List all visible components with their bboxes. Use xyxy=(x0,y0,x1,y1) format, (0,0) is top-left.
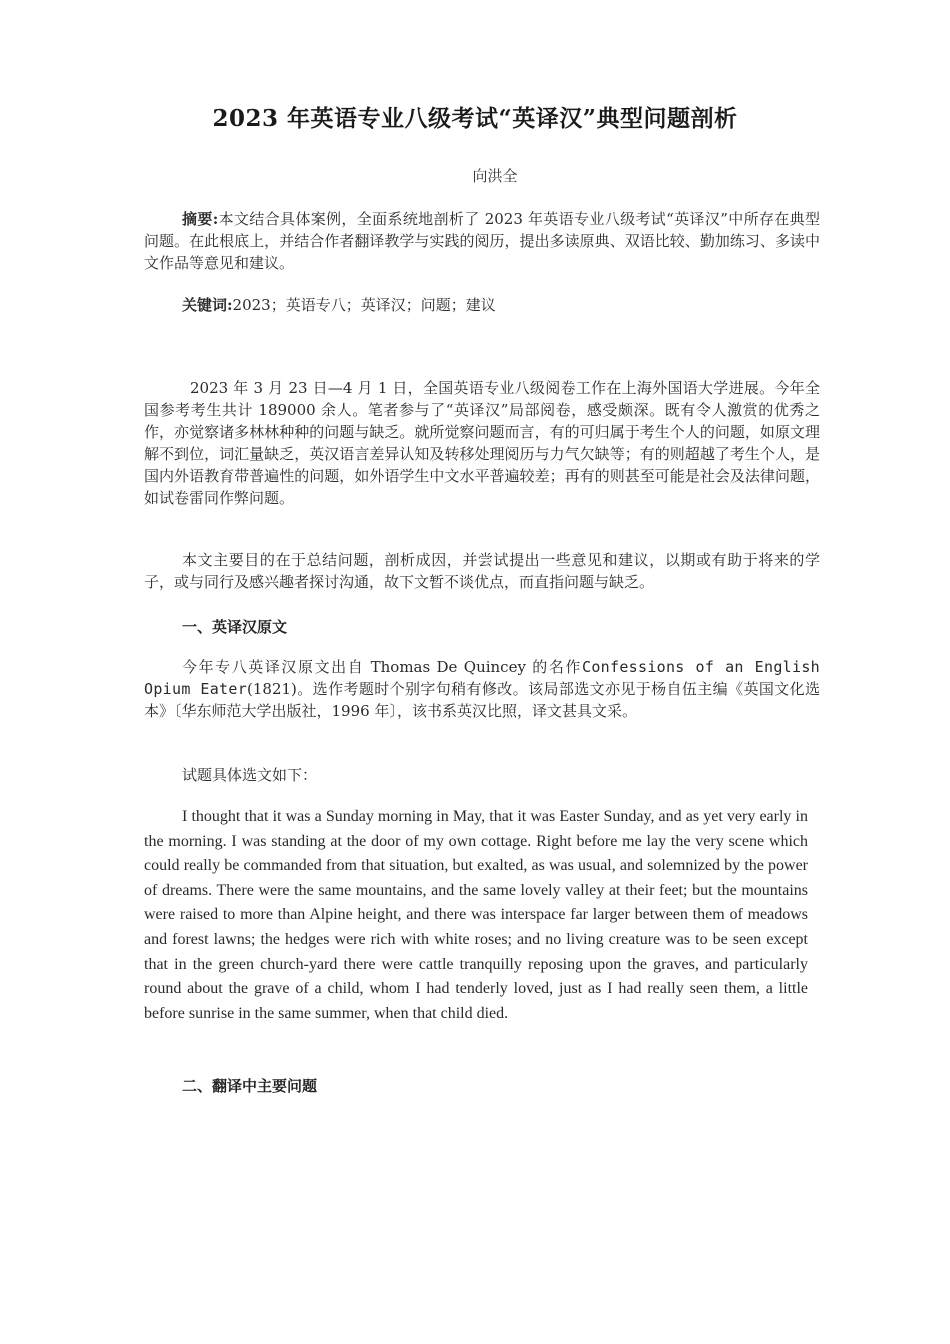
abstract-label: 摘要: xyxy=(182,210,219,228)
source-intro-after: (1821)。选作考题时个别字句稍有修改。该局部选文亦见于杨自伍主编《英国文化选本》〔华东师范大学出版社，1996 年〕，该书系英汉比照，译文甚具文采。 xyxy=(144,680,820,720)
keywords xyxy=(144,294,820,316)
abstract xyxy=(144,208,820,274)
section-heading-2: 二、翻译中主要问题 xyxy=(182,1077,318,1095)
body-paragraph-2: 本文主要目的在于总结问题，剖析成因，并尝试提出一些意见和建议，以期或有助于将来的学子，或与同行及感兴趣者探讨沟通，故下文暂不谈优点，而直指问题与缺乏。 xyxy=(144,551,820,591)
source-intro-paragraph xyxy=(144,656,820,722)
selection-label: 试题具体选文如下： xyxy=(182,766,318,784)
source-intro-before: 今年专八英译汉原文出自 Thomas De Quincey 的名作 xyxy=(182,658,582,676)
keywords-label: 关键词: xyxy=(182,296,233,314)
body-paragraph-1: 2023 年 3 月 23 日—4 月 1 日，全国英语专业八级阅卷工作在上海外国语大学进展。今年全国参考考生共计 189000 余人。笔者参与了“英译汉”局部阅卷，感受颇深。既有令人激赏的优秀之作，亦觉察诸多林林种种的问题与缺乏。就所觉察问题而言，有的可归属于考生个人的问题，如原文理解不到位，词汇量缺乏，英汉语言差异认知及转移处理阅历与力气欠缺等；有的则超越了考生个人，是国内外语教育带普遍性的问题，如外语学生中文水平普遍较差；再有的则甚至可能是社会及法律问题，如试卷雷同作弊问题。 xyxy=(144,379,820,507)
abstract-text: 本文结合具体案例，全面系统地剖析了 2023 年英语专业八级考试“英译汉”中所存在典型问题。在此根底上，并结合作者翻译教学与实践的阅历，提出多读原典、双语比较、勤加练习、多读中文作品等意见和建议。 xyxy=(144,210,820,272)
source-passage: I thought that it was a Sunday morning in May, that it was Easter Sunday, and as yet very early in the morning. I was standing at the door of my own cottage. Right before me lay the very scene which could really be commanded from that situation, but exalted, as was usual, and solemnized by the power of dreams. There were the same mountains, and the same lovely valley at their feet; but the mountains were raised to more than Alpine height, and there was interspace far larger between them of meadows and forest lawns; the hedges were rich with white roses; and no living creature was to be seen except that in the green church-yard there were cattle tranquilly reposing upon the graves, and particularly round about the grave of a child, whom I had tenderly loved, just as I had really seen them, a little before sunrise in the same summer, when that child died. xyxy=(144,808,808,1022)
document-title: 2023 年英语专业八级考试“英译汉”典型问题剖析 xyxy=(212,105,738,132)
book-title: Confessions of an English Opium Eater xyxy=(144,658,820,698)
section-heading-1: 一、英译汉原文 xyxy=(182,618,288,636)
author-name: 向洪全 xyxy=(472,167,518,185)
keywords-text: 2023；英语专八；英译汉；问题；建议 xyxy=(232,296,496,314)
